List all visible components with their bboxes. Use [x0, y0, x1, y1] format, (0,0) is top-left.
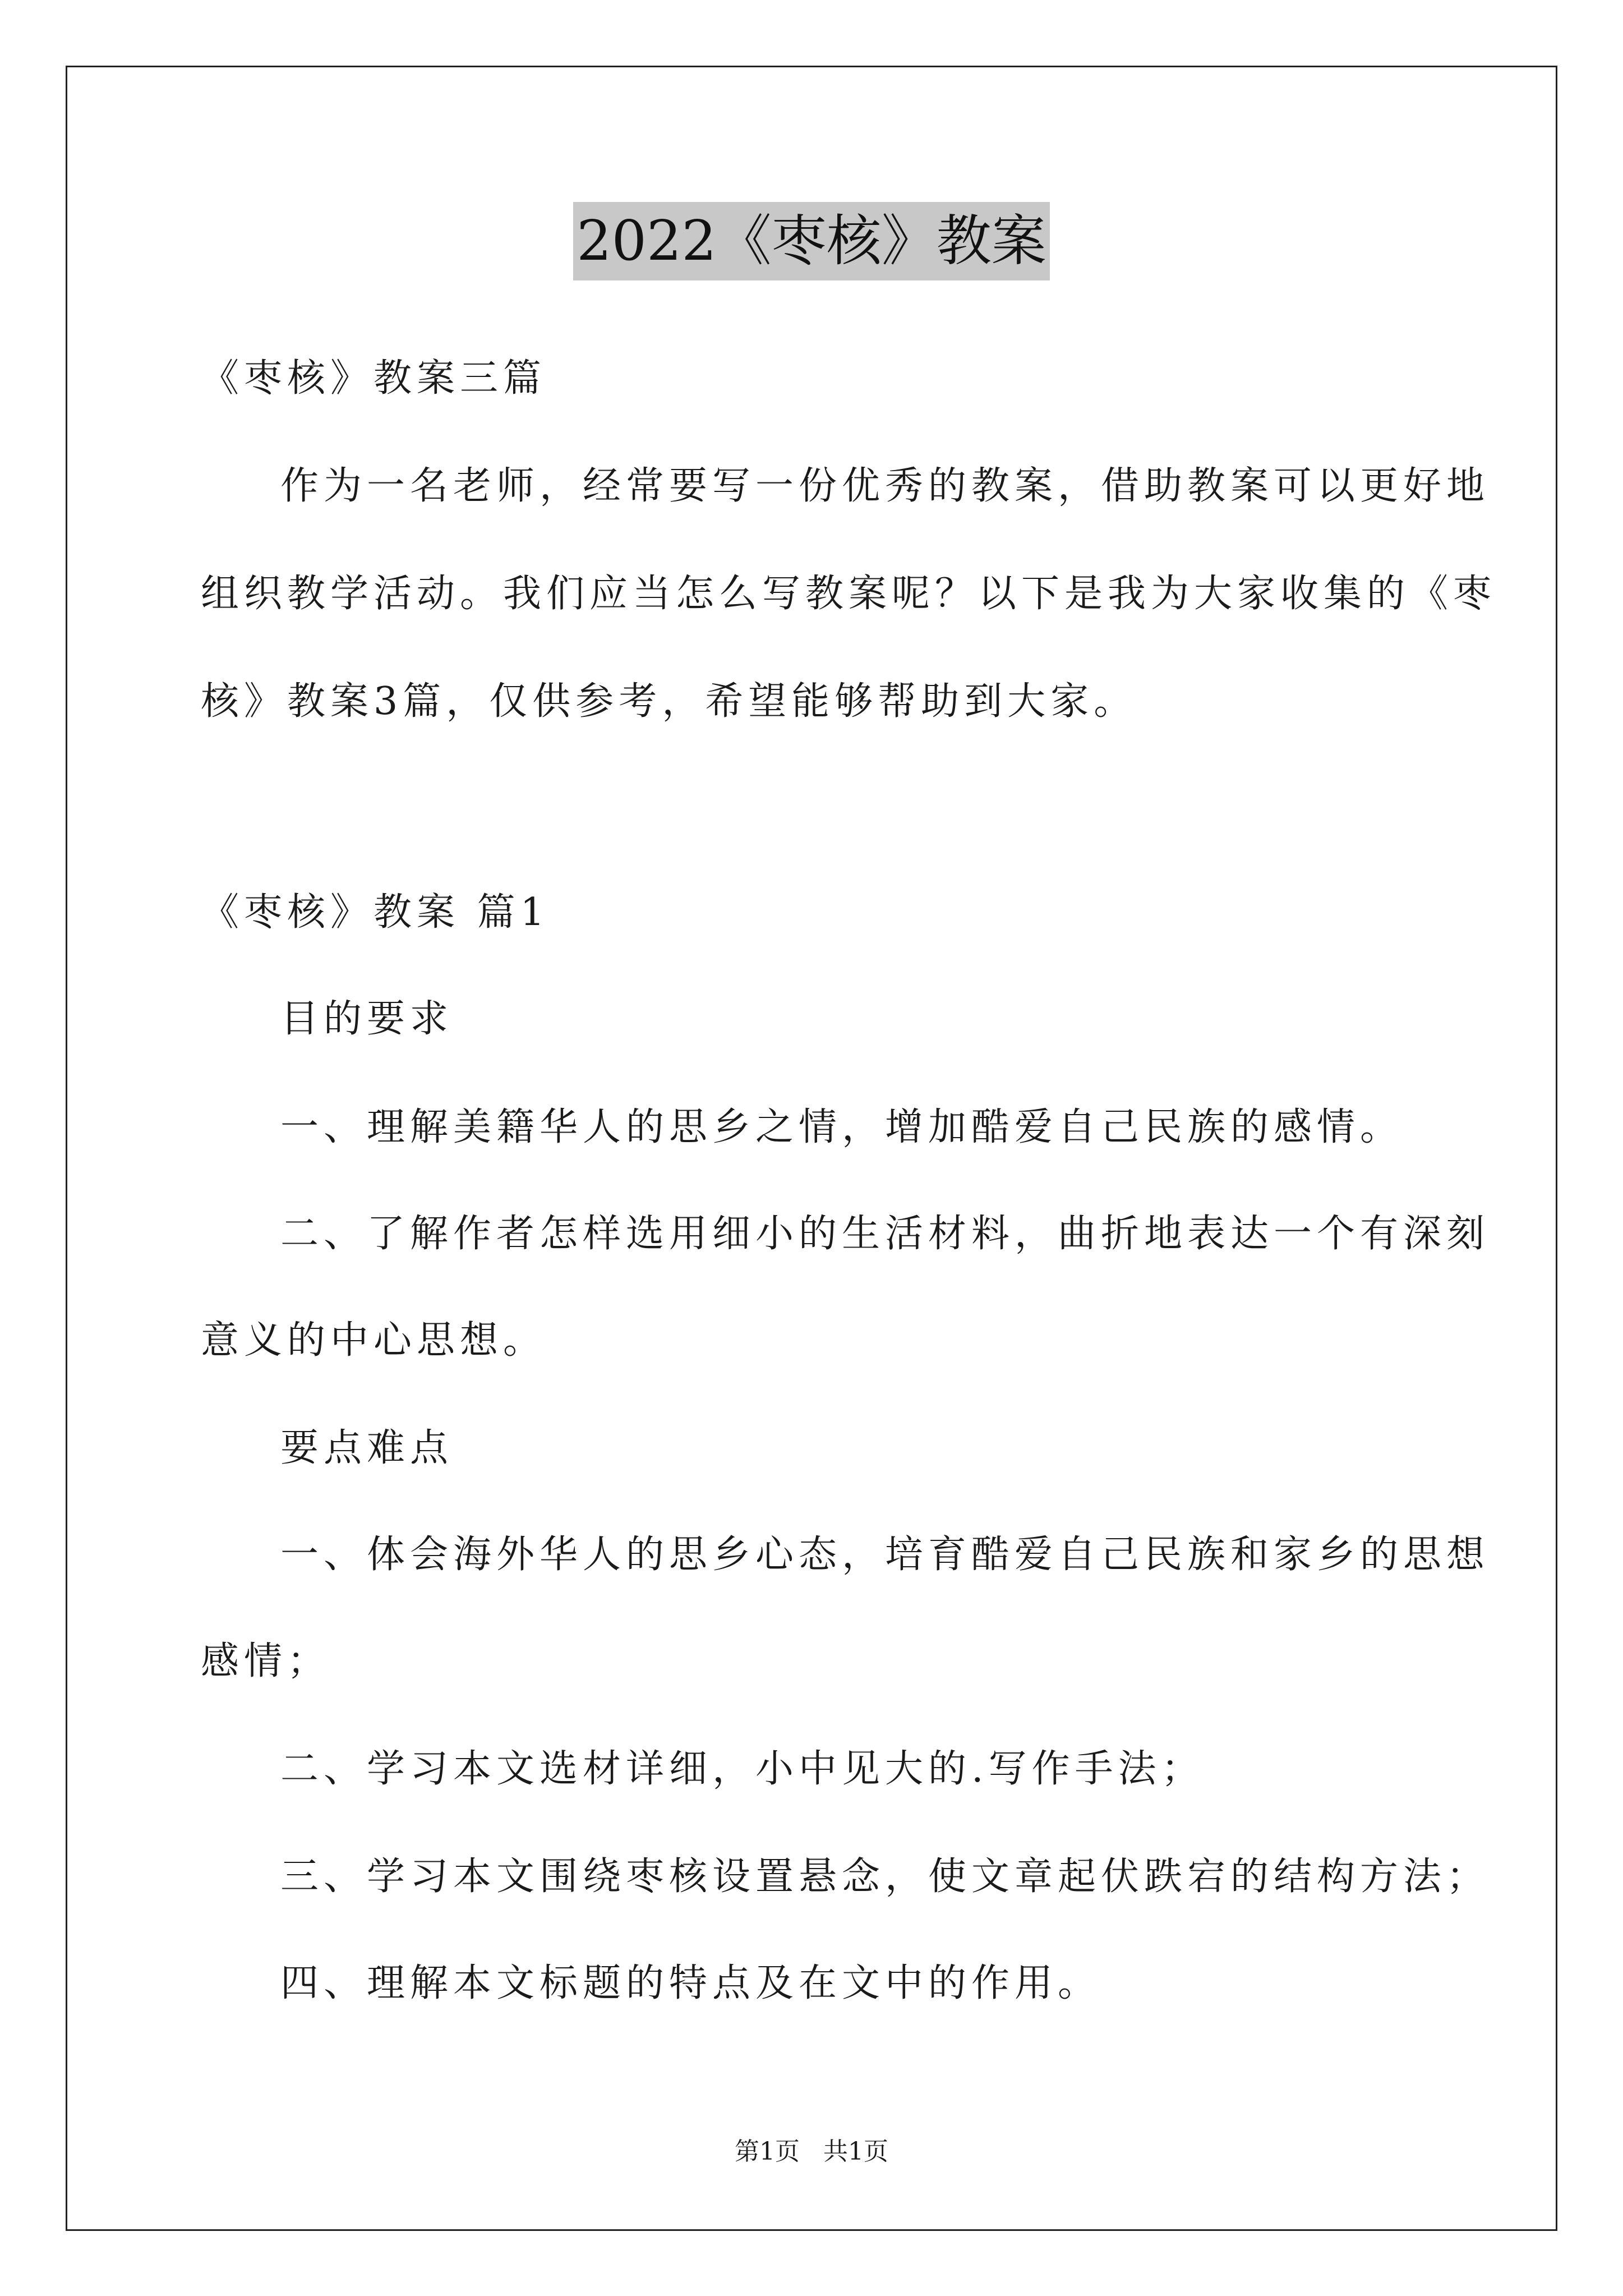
title-container: [0, 202, 1623, 280]
keypoints-heading: 要点难点: [280, 1426, 454, 1470]
intro-line-1: 作为一名老师，经常要写一份优秀的教案，借助教案可以更好地: [280, 464, 1490, 508]
goals-heading: 目的要求: [280, 997, 454, 1041]
document-subtitle: 《枣核》教案三篇: [201, 356, 547, 401]
keypoint-item-4: 四、理解本文标题的特点及在文中的作用。: [280, 1961, 1101, 2005]
keypoint-item-2: 二、学习本文选材详细，小中见大的.写作手法；: [280, 1747, 1205, 1791]
document-title: 2022《枣核》教案: [573, 202, 1049, 280]
goal-item-1: 一、理解美籍华人的思乡之情，增加酷爱自己民族的感情。: [280, 1105, 1404, 1149]
goal-item-2-line-2: 意义的中心思想。: [201, 1318, 547, 1363]
keypoint-item-3: 三、学习本文围绕枣核设置悬念，使文章起伏跌宕的结构方法；: [280, 1855, 1490, 1899]
goal-item-2-line-1: 二、了解作者怎样选用细小的生活材料，曲折地表达一个有深刻: [280, 1212, 1490, 1256]
keypoint-item-1-line-2: 感情；: [201, 1639, 331, 1683]
intro-line-2: 组织教学活动。我们应当怎么写教案呢？以下是我为大家收集的《枣: [201, 572, 1497, 616]
intro-line-3: 核》教案3篇，仅供参考，希望能够帮助到大家。: [201, 679, 1137, 724]
section-heading: 《枣核》教案 篇1: [201, 890, 550, 935]
keypoint-item-1-line-1: 一、体会海外华人的思乡心态，培育酷爱自己民族和家乡的思想: [280, 1533, 1490, 1577]
page-number-footer: 第1页 共1页: [735, 2137, 888, 2166]
